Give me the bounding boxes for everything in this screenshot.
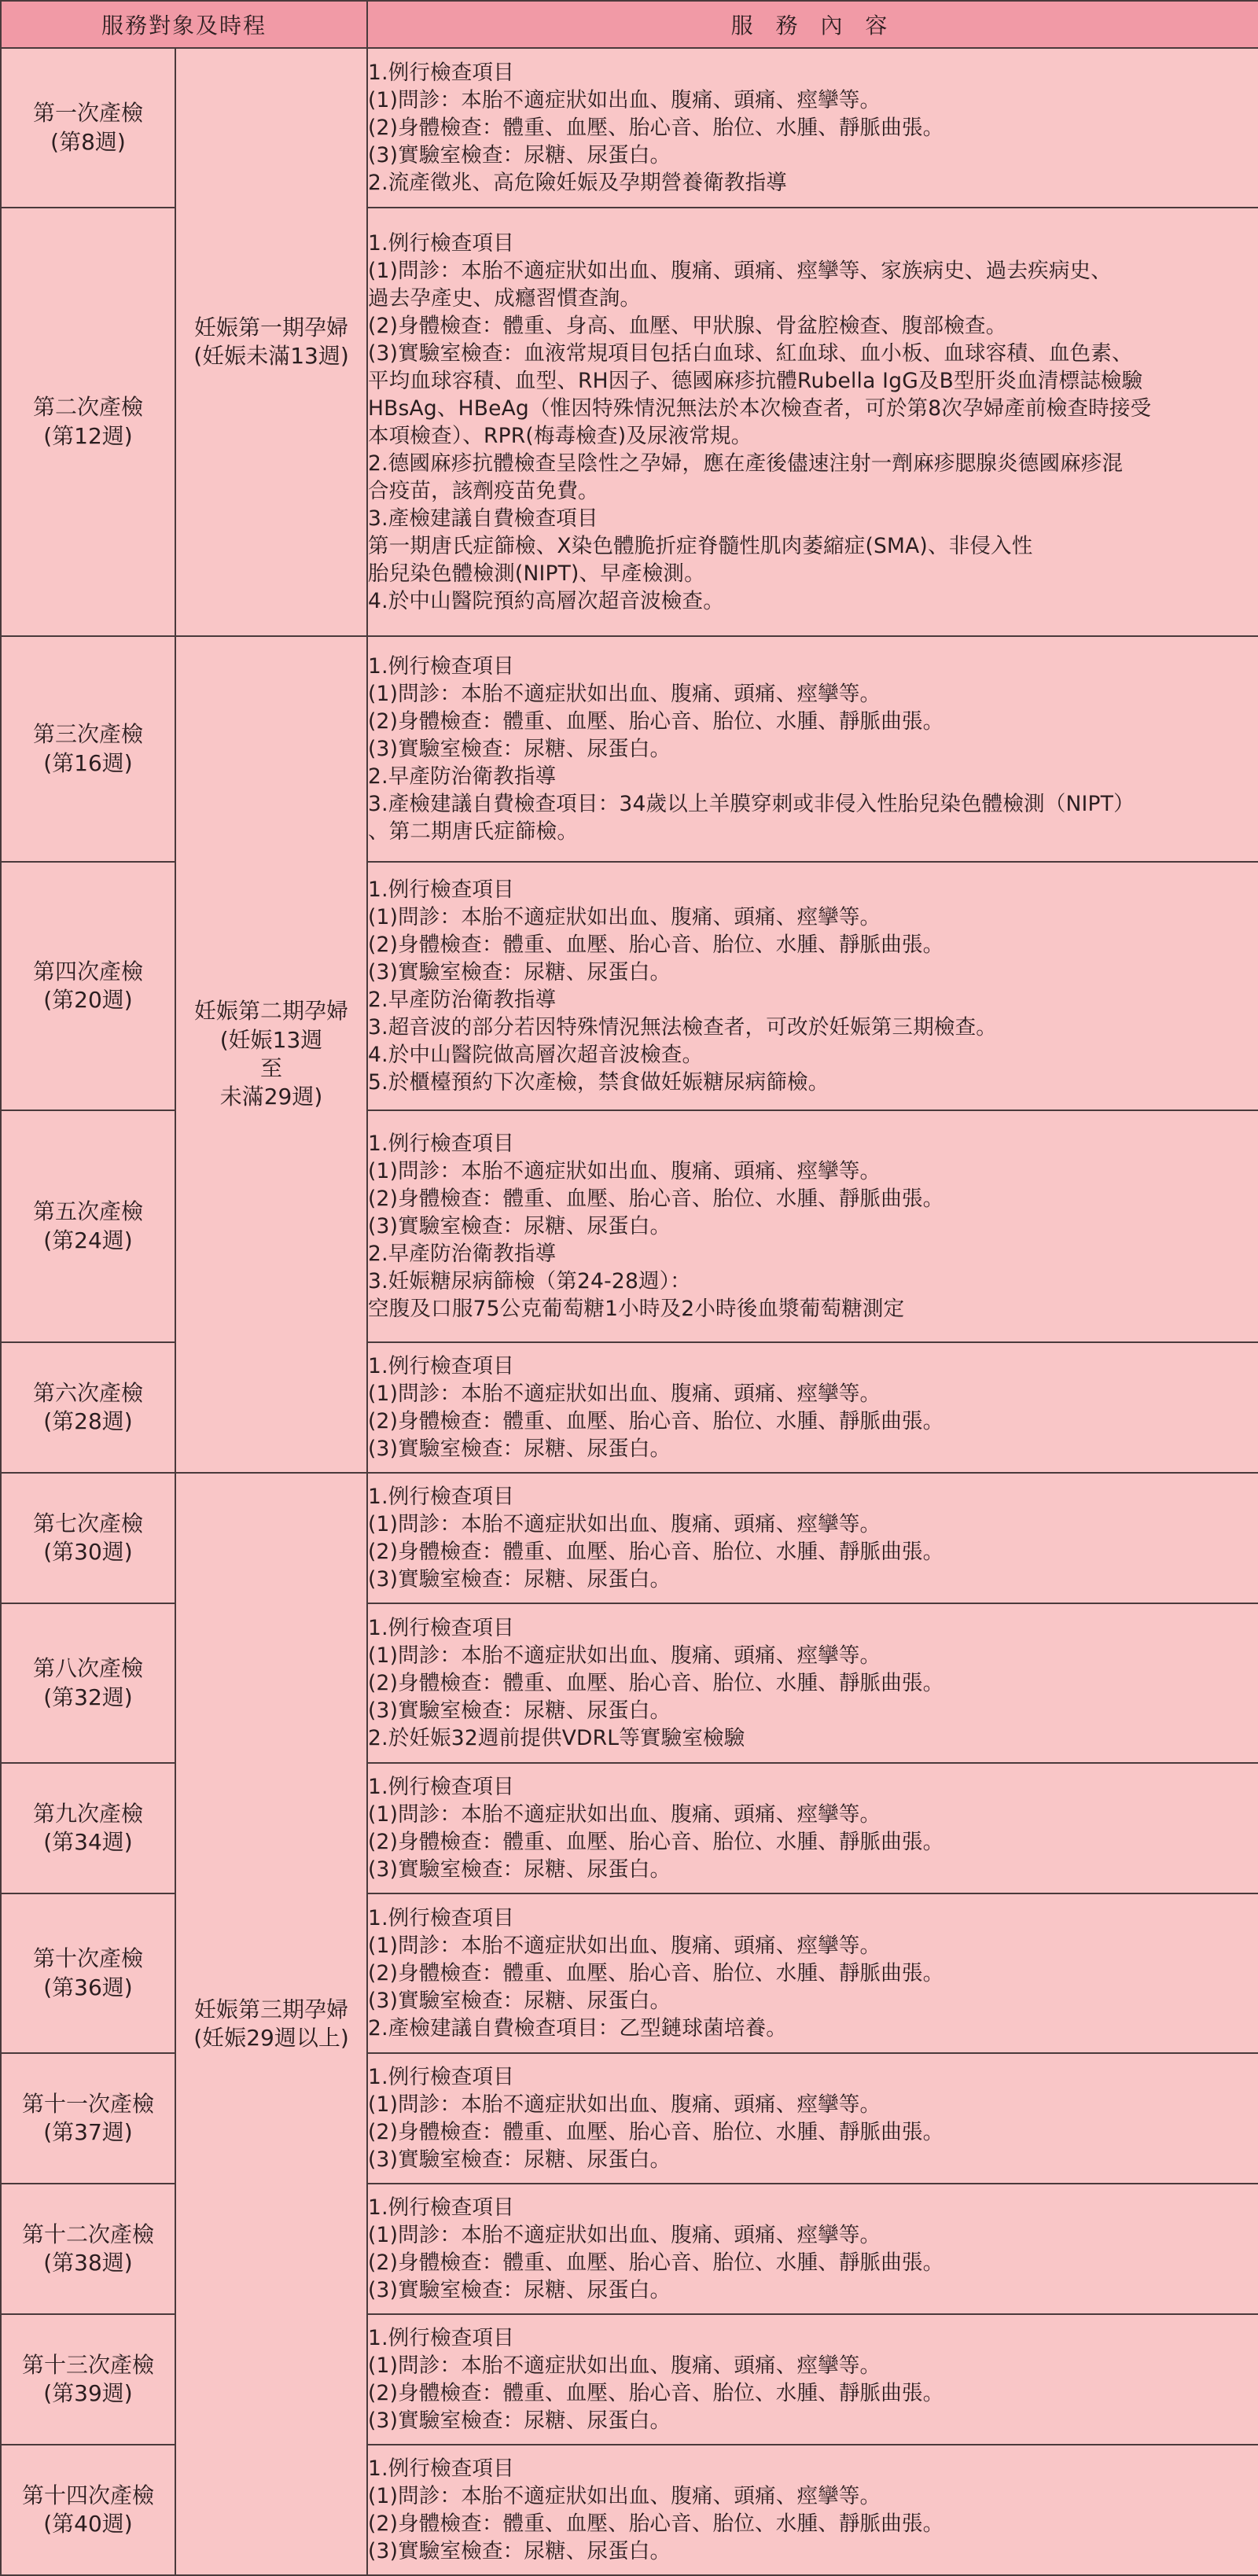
service-content-line: 2.德國麻疹抗體檢查呈陰性之孕婦，應在產後儘速注射一劑麻疹腮腺炎德國麻疹混 [368, 451, 1124, 476]
service-content-line: (1)問診：本胎不適症狀如出血、腹痛、頭痛、痙攣等。 [368, 1643, 881, 1668]
service-content-line: (3)實驗室檢查：尿糖、尿蛋白。 [368, 2278, 671, 2302]
service-content-cell [367, 2053, 1258, 2184]
period-range: (妊娠29週以上) [193, 2025, 349, 2051]
visit-name: 第一次產檢 [32, 100, 143, 127]
visit-cell [1, 2314, 175, 2445]
visit-name: 第四次產檢 [32, 958, 143, 984]
service-content-line: (1)問診：本胎不適症狀如出血、腹痛、頭痛、痙攣等。 [368, 1512, 881, 1536]
visit-cell [1, 1893, 175, 2053]
service-content-line: 合疫苗，該劑疫苗免費。 [368, 478, 599, 503]
service-content-line: (1)問診：本胎不適症狀如出血、腹痛、頭痛、痙攣等。 [368, 2484, 881, 2508]
table-row [1, 48, 1258, 208]
period-range: (妊娠13週 [219, 1026, 323, 1053]
service-content-line: 4.於中山醫院做高層次超音波檢查。 [368, 1043, 704, 1067]
visit-cell [1, 2445, 175, 2575]
service-content-cell [367, 636, 1258, 862]
service-content-line: 1.例行檢查項目 [368, 2065, 514, 2089]
service-content-line: 2.早產防治衛教指導 [368, 764, 557, 789]
visit-name: 第六次產檢 [32, 1379, 143, 1406]
service-content-line: (2)身體檢查：體重、血壓、胎心音、胎位、水腫、靜脈曲張。 [368, 1671, 944, 1695]
service-content-line: (2)身體檢查：體重、血壓、胎心音、胎位、水腫、靜脈曲張。 [368, 116, 944, 140]
service-content-line: (2)身體檢查：體重、血壓、胎心音、胎位、水腫、靜脈曲張。 [368, 2381, 944, 2405]
service-content-line: 2.產檢建議自費檢查項目：乙型鏈球菌培養。 [368, 2016, 787, 2041]
visit-name: 第十一次產檢 [21, 2090, 154, 2117]
visit-name: 第十次產檢 [32, 1945, 143, 1972]
period-range: (妊娠未滿13週) [193, 343, 349, 369]
visit-cell [1, 1763, 175, 1893]
service-content-line: 1.例行檢查項目 [368, 1354, 514, 1378]
service-content-line: 2.早產防治衛教指導 [368, 988, 557, 1012]
service-content-line: (3)實驗室檢查：尿糖、尿蛋白。 [368, 1567, 671, 1592]
service-content-line: (3)實驗室檢查：尿糖、尿蛋白。 [368, 960, 671, 984]
content-column-header: 服 務 內 容 [367, 1, 1258, 48]
service-content-line: (1)問診：本胎不適症狀如出血、腹痛、頭痛、痙攣等。 [368, 682, 881, 706]
visit-cell [1, 1110, 175, 1342]
service-content-cell [367, 1893, 1258, 2053]
visit-week: (第12週) [43, 422, 133, 449]
service-content-line: 過去孕產史、成癮習慣查詢。 [368, 285, 642, 311]
service-content-cell [367, 2445, 1258, 2575]
visit-week: (第36週) [43, 1974, 133, 2000]
visit-week: (第38週) [43, 2250, 133, 2276]
service-content-line: (1)問診：本胎不適症狀如出血、腹痛、頭痛、痙攣等。 [368, 88, 881, 112]
service-content-line: (1)問診：本胎不適症狀如出血、腹痛、頭痛、痙攣等。 [368, 1382, 881, 1406]
service-content-line: (3)實驗室檢查：尿糖、尿蛋白。 [368, 737, 671, 761]
service-content-cell [367, 2314, 1258, 2445]
visit-name: 第二次產檢 [32, 394, 143, 421]
service-content-line: (3)實驗室檢查：血液常規項目包括白血球、紅血球、血小板、血球容積、血色素、 [368, 340, 1133, 366]
subject-column-header: 服務對象及時程 [1, 1, 367, 48]
service-content-cell [367, 208, 1258, 636]
service-content-line: 3.超音波的部分若因特殊情況無法檢查者，可改於妊娠第三期檢查。 [368, 1015, 997, 1040]
service-content-line: (2)身體檢查：體重、身高、血壓、甲狀腺、骨盆腔檢查、腹部檢查。 [368, 313, 1007, 338]
visit-cell [1, 1473, 175, 1603]
visit-week: (第39週) [43, 2380, 133, 2406]
service-content-cell [367, 1603, 1258, 1763]
service-content-line: (1)問診：本胎不適症狀如出血、腹痛、頭痛、痙攣等。 [368, 905, 881, 929]
visit-cell [1, 48, 175, 208]
service-content-line: (1)問診：本胎不適症狀如出血、腹痛、頭痛、痙攣等。 [368, 2223, 881, 2247]
service-content-line: 1.例行檢查項目 [368, 654, 514, 679]
service-content-line: (1)問診：本胎不適症狀如出血、腹痛、頭痛、痙攣等。 [368, 2092, 881, 2117]
service-content-line: (1)問診：本胎不適症狀如出血、腹痛、頭痛、痙攣等。 [368, 2353, 881, 2378]
service-content-line: (2)身體檢查：體重、血壓、胎心音、胎位、水腫、靜脈曲張。 [368, 1830, 944, 1854]
service-content-line: 1.例行檢查項目 [368, 61, 514, 85]
visit-week: (第20週) [43, 987, 133, 1013]
service-content-line: (2)身體檢查：體重、血壓、胎心音、胎位、水腫、靜脈曲張。 [368, 1409, 944, 1433]
service-content-line: 、第二期唐氏症篩檢。 [368, 819, 579, 844]
visit-week: (第40週) [43, 2511, 133, 2537]
service-content-line: 第一期唐氏症篩檢、X染色體脆折症脊髓性肌肉萎縮症(SMA)、非侵入性 [368, 533, 1033, 558]
visit-week: (第8週) [50, 128, 126, 155]
service-content-line: (2)身體檢查：體重、血壓、胎心音、胎位、水腫、靜脈曲張。 [368, 1187, 944, 1211]
visit-name: 第三次產檢 [32, 721, 143, 748]
service-content-line: 3.產檢建議自費檢查項目 [368, 506, 598, 531]
service-content-line: 2.流產徵兆、高危險妊娠及孕期營養衛教指導 [368, 171, 787, 195]
service-content-line: 2.早產防治衛教指導 [368, 1242, 557, 1266]
service-content-line: (2)身體檢查：體重、血壓、胎心音、胎位、水腫、靜脈曲張。 [368, 1540, 944, 1564]
service-content-cell [367, 1473, 1258, 1603]
service-content-line: (3)實驗室檢查：尿糖、尿蛋白。 [368, 1989, 671, 2013]
service-content-line: (3)實驗室檢查：尿糖、尿蛋白。 [368, 1857, 671, 1882]
visit-name: 第七次產檢 [32, 1510, 143, 1536]
visit-cell [1, 1342, 175, 1473]
visit-week: (第16週) [43, 749, 133, 776]
table-header-row [1, 1, 1258, 48]
table-row [1, 636, 1258, 862]
service-content-cell [367, 1110, 1258, 1342]
service-content-line: (3)實驗室檢查：尿糖、尿蛋白。 [368, 2409, 671, 2433]
visit-cell [1, 1603, 175, 1763]
period-label: 妊娠第三期孕婦 [194, 1996, 349, 2022]
service-content-cell [367, 862, 1258, 1110]
service-content-cell [367, 2184, 1258, 2314]
service-content-line: 1.例行檢查項目 [368, 2456, 514, 2481]
service-content-line: (3)實驗室檢查：尿糖、尿蛋白。 [368, 2147, 671, 2172]
service-content-line: (2)身體檢查：體重、血壓、胎心音、胎位、水腫、靜脈曲張。 [368, 2512, 944, 2536]
visit-week: (第32週) [43, 1684, 133, 1710]
service-content-line: 胎兒染色體檢測(NIPT)、早產檢測。 [368, 561, 705, 586]
service-content-line: 本項檢查）、RPR(梅毒檢查)及尿液常規。 [368, 423, 752, 448]
visit-cell [1, 208, 175, 636]
service-content-line: 平均血球容積、血型、RH因子、德國麻疹抗體Rubella IgG及B型肝炎血清標誌檢驗 [368, 368, 1143, 393]
service-content-line: 1.例行檢查項目 [368, 1775, 514, 1799]
service-content-line: 1.例行檢查項目 [368, 1906, 514, 1930]
service-content-line: (1)問診：本胎不適症狀如出血、腹痛、頭痛、痙攣等。 [368, 1934, 881, 1958]
visit-name: 第八次產檢 [32, 1655, 143, 1682]
visit-week: (第37週) [43, 2119, 133, 2145]
visit-cell [1, 2184, 175, 2314]
service-content-line: (3)實驗室檢查：尿糖、尿蛋白。 [368, 1437, 671, 1461]
period-label: 妊娠第二期孕婦 [194, 998, 349, 1025]
service-content-line: (3)實驗室檢查：尿糖、尿蛋白。 [368, 2539, 671, 2563]
visit-name: 第九次產檢 [32, 1800, 143, 1827]
service-content-line: 1.例行檢查項目 [368, 1485, 514, 1509]
visit-week: (第30週) [43, 1539, 133, 1565]
service-content-line: (1)問診：本胎不適症狀如出血、腹痛、頭痛、痙攣等、家族病史、過去疾病史、 [368, 258, 1112, 283]
table-row [1, 1473, 1258, 1603]
service-content-cell [367, 48, 1258, 208]
table-body [1, 48, 1258, 2575]
service-content-line: (3)實驗室檢查：尿糖、尿蛋白。 [368, 1214, 671, 1238]
visit-cell [1, 636, 175, 862]
service-content-line: HBsAg、HBeAg（惟因特殊情況無法於本次檢查者，可於第8次孕婦產前檢查時接受 [368, 396, 1152, 421]
service-content-line: (3)實驗室檢查：尿糖、尿蛋白。 [368, 1698, 671, 1723]
service-content-line: 空腹及口服75公克葡萄糖1小時及2小時後血漿葡萄糖測定 [368, 1297, 905, 1321]
service-content-line: (2)身體檢查：體重、血壓、胎心音、胎位、水腫、靜脈曲張。 [368, 2120, 944, 2144]
service-content-line: 1.例行檢查項目 [368, 2326, 514, 2350]
service-content-line: (1)問診：本胎不適症狀如出血、腹痛、頭痛、痙攣等。 [368, 1802, 881, 1827]
service-content-line: 1.例行檢查項目 [368, 1616, 514, 1640]
visit-name: 第十二次產檢 [21, 2221, 154, 2247]
service-content-cell [367, 1342, 1258, 1473]
service-content-line: 1.例行檢查項目 [368, 230, 514, 256]
visit-name: 第五次產檢 [32, 1198, 143, 1225]
visit-week: (第34週) [43, 1829, 133, 1855]
service-content-line: 4.於中山醫院預約高層次超音波檢查。 [368, 588, 724, 613]
period-cell [175, 48, 367, 636]
service-content-line: 2.於妊娠32週前提供VDRL等實驗室檢驗 [368, 1726, 745, 1750]
visit-cell [1, 2053, 175, 2184]
visit-week: (第24週) [43, 1227, 133, 1253]
period-label: 妊娠第一期孕婦 [194, 314, 349, 340]
visit-week: (第28週) [43, 1408, 133, 1434]
service-content-line: 1.例行檢查項目 [368, 1132, 514, 1156]
service-content-line: (2)身體檢查：體重、血壓、胎心音、胎位、水腫、靜脈曲張。 [368, 709, 944, 734]
period-cell [175, 1473, 367, 2575]
service-content-line: (2)身體檢查：體重、血壓、胎心音、胎位、水腫、靜脈曲張。 [368, 1961, 944, 1985]
service-content-line: 1.例行檢查項目 [368, 2195, 514, 2220]
period-cell [175, 636, 367, 1473]
service-content-line: 3.妊娠糖尿病篩檢（第24-28週）： [368, 1269, 691, 1294]
visit-cell [1, 862, 175, 1110]
service-content-line: (1)問診：本胎不適症狀如出血、腹痛、頭痛、痙攣等。 [368, 1159, 881, 1183]
service-content-line: 3.產檢建議自費檢查項目：34歲以上羊膜穿刺或非侵入性胎兒染色體檢測（NIPT） [368, 792, 1135, 816]
service-content-line: 5.於櫃檯預約下次產檢，禁食做妊娠糖尿病篩檢。 [368, 1070, 829, 1095]
visit-name: 第十三次產檢 [21, 2351, 154, 2378]
service-content-line: 1.例行檢查項目 [368, 878, 514, 902]
service-content-cell [367, 1763, 1258, 1893]
period-range: 至 [260, 1055, 283, 1081]
visit-name: 第十四次產檢 [21, 2482, 154, 2508]
service-content-line: (2)身體檢查：體重、血壓、胎心音、胎位、水腫、靜脈曲張。 [368, 933, 944, 957]
service-content-line: (2)身體檢查：體重、血壓、胎心音、胎位、水腫、靜脈曲張。 [368, 2250, 944, 2275]
service-content-line: (3)實驗室檢查：尿糖、尿蛋白。 [368, 143, 671, 167]
period-range: 未滿29週) [219, 1084, 323, 1110]
